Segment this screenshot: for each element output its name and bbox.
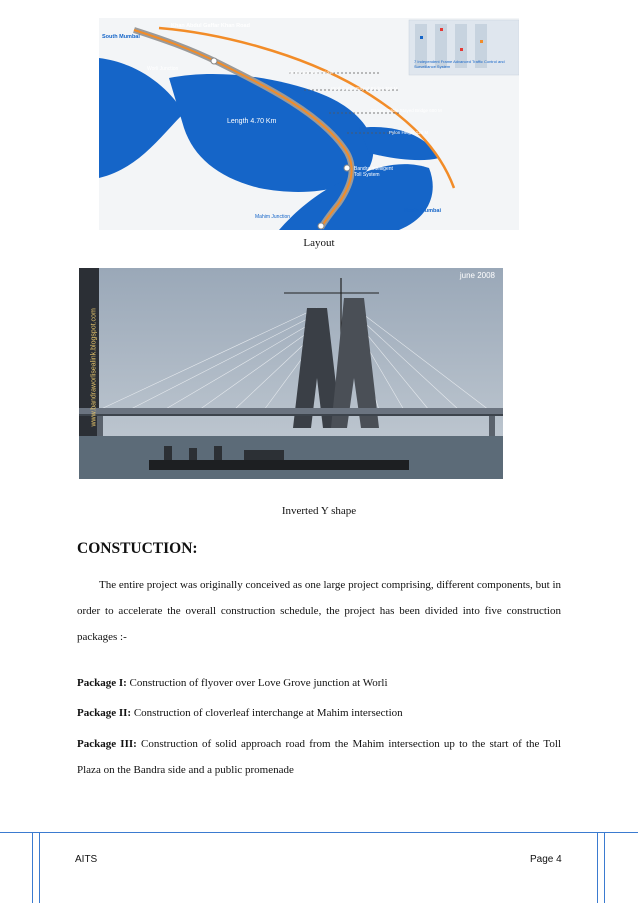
section-paragraph: The entire project was originally conceived as one large project comprising, different components, but in order to accelerate the overall construction schedule, the project has been divided into five construction packages :- bbox=[77, 579, 561, 643]
map-label-bandra-toll: Bandra Intelligent Toll System bbox=[354, 166, 393, 178]
map-caption: Layout bbox=[303, 237, 335, 249]
section-heading: CONSTUCTION: bbox=[77, 540, 198, 557]
package-2-text: Construction of cloverleaf interchange at Mahim intersection bbox=[131, 707, 403, 719]
map-label-worli-approach: Worli Approach Bridge bbox=[289, 70, 334, 75]
map-figure bbox=[99, 18, 519, 230]
footer-right-post bbox=[597, 833, 605, 903]
photo-caption: Inverted Y shape bbox=[281, 505, 357, 517]
footer-rule bbox=[0, 832, 638, 833]
map-label-traffic-system: 7 Independent Frame Advanced Traffic Control and Surveillance System bbox=[414, 59, 505, 69]
map-image bbox=[99, 18, 519, 230]
map-label-south-mumbai: South Mumbai bbox=[102, 34, 140, 40]
map-label-north-mumbai: North Mumbai bbox=[404, 208, 441, 214]
map-label-mahim-junction: Mahim Junction bbox=[255, 214, 291, 220]
package-3-text: Construction of solid approach road from the Mahim intersection up to the start of the Toll Plaza on the Bandra side and a public promenade bbox=[77, 738, 561, 776]
map-label-bandra-cable: Bandra Cable Stayed Bridge 600 M bbox=[371, 108, 442, 113]
photo-watermark: www.bandraworlisealink.blogspot.com bbox=[90, 308, 98, 427]
map-label-worli-cable: Worli Cable Stayed Bridge 350 M bbox=[331, 86, 398, 91]
package-1-label: Package I: bbox=[77, 677, 127, 689]
footer-page-number: Page 4 bbox=[530, 854, 562, 865]
package-3 bbox=[77, 731, 561, 783]
photo-date-stamp: june 2008 bbox=[459, 271, 495, 280]
map-label-road: Khan Abdul Gaffar Khan Road bbox=[171, 23, 250, 29]
footer-left-post bbox=[32, 833, 40, 903]
footer-left-text: AITS bbox=[75, 854, 98, 865]
package-2 bbox=[77, 707, 561, 719]
map-label-worli-junction: Worli Junction bbox=[147, 66, 179, 72]
map-label-pylon: Pylon Height 126 M bbox=[389, 130, 429, 135]
package-1 bbox=[77, 677, 561, 689]
map-label-length: Length 4.70 Km bbox=[227, 118, 277, 125]
package-1-text: Construction of flyover over Love Grove junction at Worli bbox=[126, 677, 388, 689]
bridge-photo bbox=[79, 268, 503, 479]
package-2-label: Package II: bbox=[77, 707, 132, 719]
package-3-label: Package III: bbox=[77, 738, 137, 750]
